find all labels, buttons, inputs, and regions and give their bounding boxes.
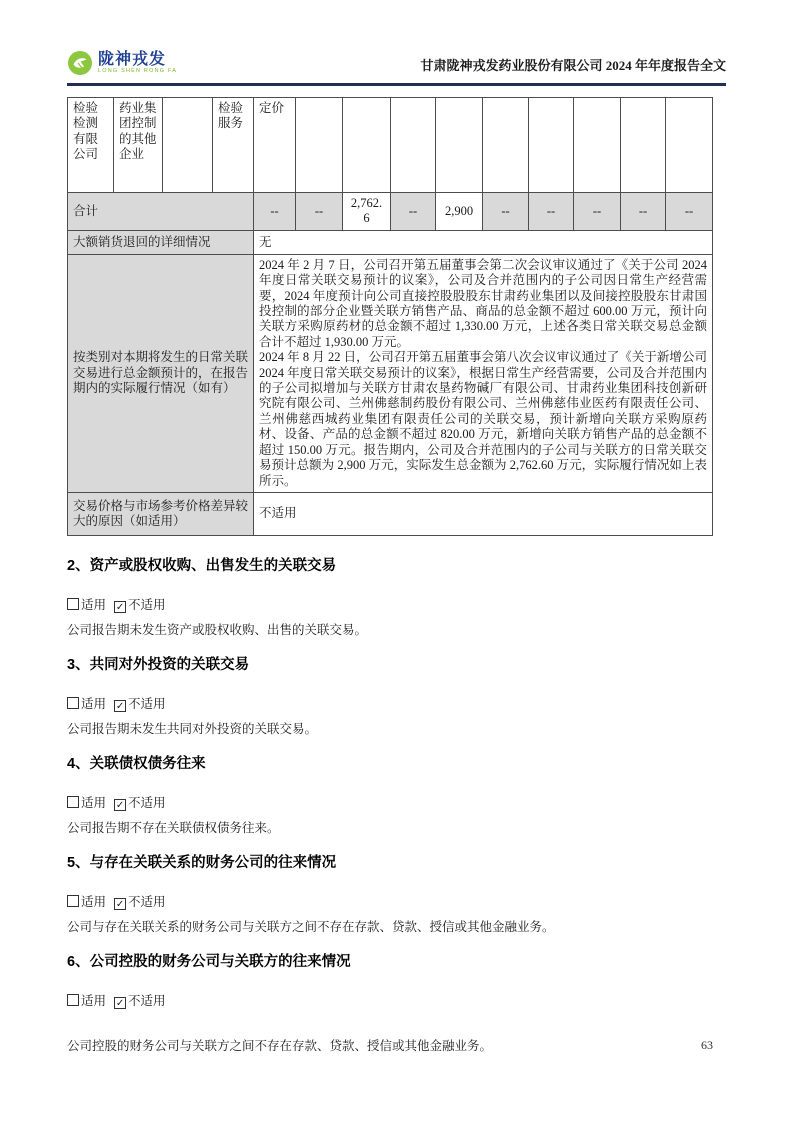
checkbox-unchecked-icon: [67, 994, 79, 1006]
table-row-price-difference: [68, 492, 713, 535]
company-logo: [67, 50, 177, 76]
checkbox-unchecked-icon: [67, 895, 79, 907]
applicable-label: 适用: [81, 894, 107, 909]
sections-container: [67, 556, 726, 1054]
section-body: 公司报告期未发生共同对外投资的关联交易。: [67, 721, 318, 736]
applicability-row: [67, 696, 726, 712]
performance-paragraph-1: 2024 年 2 月 7 日，公司召开第五届董事会第二次会议审议通过了《关于公司 2024 年度日常关联交易预计的议案》，公司及合并范围内的子公司因日常生产经营需要，2024 年度预计向公司直接控股股股东甘肃药业集团以及间接控股股东甘肃国投控制的部分企业暨关联方销售产品、商品的总金额不超过 600.00 万元，预计向关联方采购原药材的总金额不超过 1,330.00 万元，上述各类日常关联交易总金额合计不超过 1,930.00 万元。: [259, 257, 707, 349]
table-cell: [163, 98, 213, 193]
total-cell-actual-amount: 2,762.6: [343, 193, 391, 231]
logo-icon: [67, 50, 93, 76]
brand-name-cn: 陇神戎发: [98, 51, 167, 68]
row-value: 不适用: [254, 492, 713, 535]
total-cell: --: [483, 193, 529, 231]
applicable-label: 适用: [81, 795, 107, 810]
related-transactions-table: [67, 97, 713, 536]
checkbox-unchecked-icon: [67, 598, 79, 610]
row-value: 无: [254, 230, 713, 254]
table-cell-pricing: 定价: [254, 98, 296, 193]
total-cell: --: [574, 193, 621, 231]
total-cell: --: [254, 193, 296, 231]
row-label: 交易价格与市场参考价格差异较大的原因（如适用）: [68, 492, 254, 535]
section-heading: 2、资产或股权收购、出售发生的关联交易: [67, 557, 337, 574]
section-heading: 3、共同对外投资的关联交易: [67, 656, 250, 673]
section-heading: 6、公司控股的财务公司与关联方的往来情况: [67, 953, 351, 970]
table-cell: [391, 98, 436, 193]
row-value: [254, 254, 713, 492]
table-total-row: [68, 193, 713, 231]
checkbox-unchecked-icon: [67, 697, 79, 709]
table-cell: [296, 98, 343, 193]
table-cell: [483, 98, 529, 193]
total-cell: --: [529, 193, 574, 231]
applicable-label: 适用: [81, 597, 107, 612]
applicability-row: [67, 597, 726, 613]
table-cell-transaction-content: 检验服务: [213, 98, 254, 193]
not-applicable-label: 不适用: [128, 795, 166, 810]
report-title: 甘肃陇神戎发药业股份有限公司 2024 年年度报告全文: [420, 58, 726, 73]
applicability-row: [67, 993, 726, 1009]
section-body: 公司报告期不存在关联债权债务往来。: [67, 820, 280, 835]
table-cell: [436, 98, 483, 193]
not-applicable-label: 不适用: [128, 894, 166, 909]
table-cell: [666, 98, 713, 193]
section-5: [67, 853, 726, 935]
table-cell-relationship: 药业集团控制的其他企业: [114, 98, 163, 193]
total-cell: --: [666, 193, 713, 231]
checkbox-checked-icon: [114, 898, 126, 910]
row-label: 按类别对本期将发生的日常关联交易进行总金额预计的，在报告期内的实际履行情况（如有）: [68, 254, 254, 492]
page-number: 63: [701, 1038, 713, 1052]
total-cell: --: [391, 193, 436, 231]
not-applicable-label: 不适用: [128, 993, 166, 1008]
checkbox-checked-icon: [114, 997, 126, 1009]
applicability-row: [67, 795, 726, 811]
table-row-performance: [68, 254, 713, 492]
table-cell-related-party: 检验检测有限公司: [68, 98, 114, 193]
not-applicable-label: 不适用: [128, 597, 166, 612]
row-label: 大额销货退回的详细情况: [68, 230, 254, 254]
section-2: [67, 556, 726, 638]
checkbox-checked-icon: [114, 601, 126, 613]
page-header: [67, 48, 726, 86]
total-label: 合计: [68, 193, 254, 231]
total-cell-approved-amount: 2,900: [436, 193, 483, 231]
checkbox-checked-icon: [114, 700, 126, 712]
brand-name-en: LONG SHEN RONG FA: [98, 68, 178, 74]
table-cell: [529, 98, 574, 193]
checkbox-checked-icon: [114, 799, 126, 811]
total-cell: --: [296, 193, 343, 231]
section-body: 公司与存在关联关系的财务公司与关联方之间不存在存款、贷款、授信或其他金融业务。: [67, 919, 555, 934]
table-row-sales-returns: [68, 230, 713, 254]
applicability-row: [67, 894, 726, 910]
table-header-continuation-row: [68, 98, 713, 193]
table-cell: [343, 98, 391, 193]
performance-paragraph-2: 2024 年 8 月 22 日，公司召开第五届董事会第八次会议审议通过了《关于新增公司 2024 年度日常关联交易预计的议案》，根据日常生产经营需要，公司及合并范围内的子公司拟增加与关联方甘肃农垦药物碱厂有限公司、甘肃药业集团科技创新研究院有限公司、兰州佛慈制药股份有限公司、兰州佛慈伟业医药有限责任公司、兰州佛慈西城药业集团有限责任公司的关联交易，预计新增向关联方采购原药材、设备、产品的总金额不超过 820.00 万元，新增向关联方销售产品的总金额不超过 150.00 万元。报告期内，公司及合并范围内的子公司与关联方的日常关联交易预计总额为 2,900 万元，实际发生总金额为 2,762.60 万元，实际履行情况如上表所示。: [259, 350, 707, 488]
applicable-label: 适用: [81, 993, 107, 1008]
not-applicable-label: 不适用: [128, 696, 166, 711]
logo-text: [98, 51, 177, 75]
total-cell: --: [621, 193, 666, 231]
section-3: [67, 655, 726, 737]
section-body: 公司报告期未发生资产或股权收购、出售的关联交易。: [67, 622, 368, 637]
table-cell: [621, 98, 666, 193]
section-6: [67, 952, 726, 1054]
section-body: 公司控股的财务公司与关联方之间不存在存款、贷款、授信或其他金融业务。: [67, 1038, 493, 1053]
section-heading: 4、关联债权债务往来: [67, 755, 206, 772]
checkbox-unchecked-icon: [67, 796, 79, 808]
section-4: [67, 754, 726, 836]
section-heading: 5、与存在关联关系的财务公司的往来情况: [67, 854, 337, 871]
table-cell: [574, 98, 621, 193]
applicable-label: 适用: [81, 696, 107, 711]
